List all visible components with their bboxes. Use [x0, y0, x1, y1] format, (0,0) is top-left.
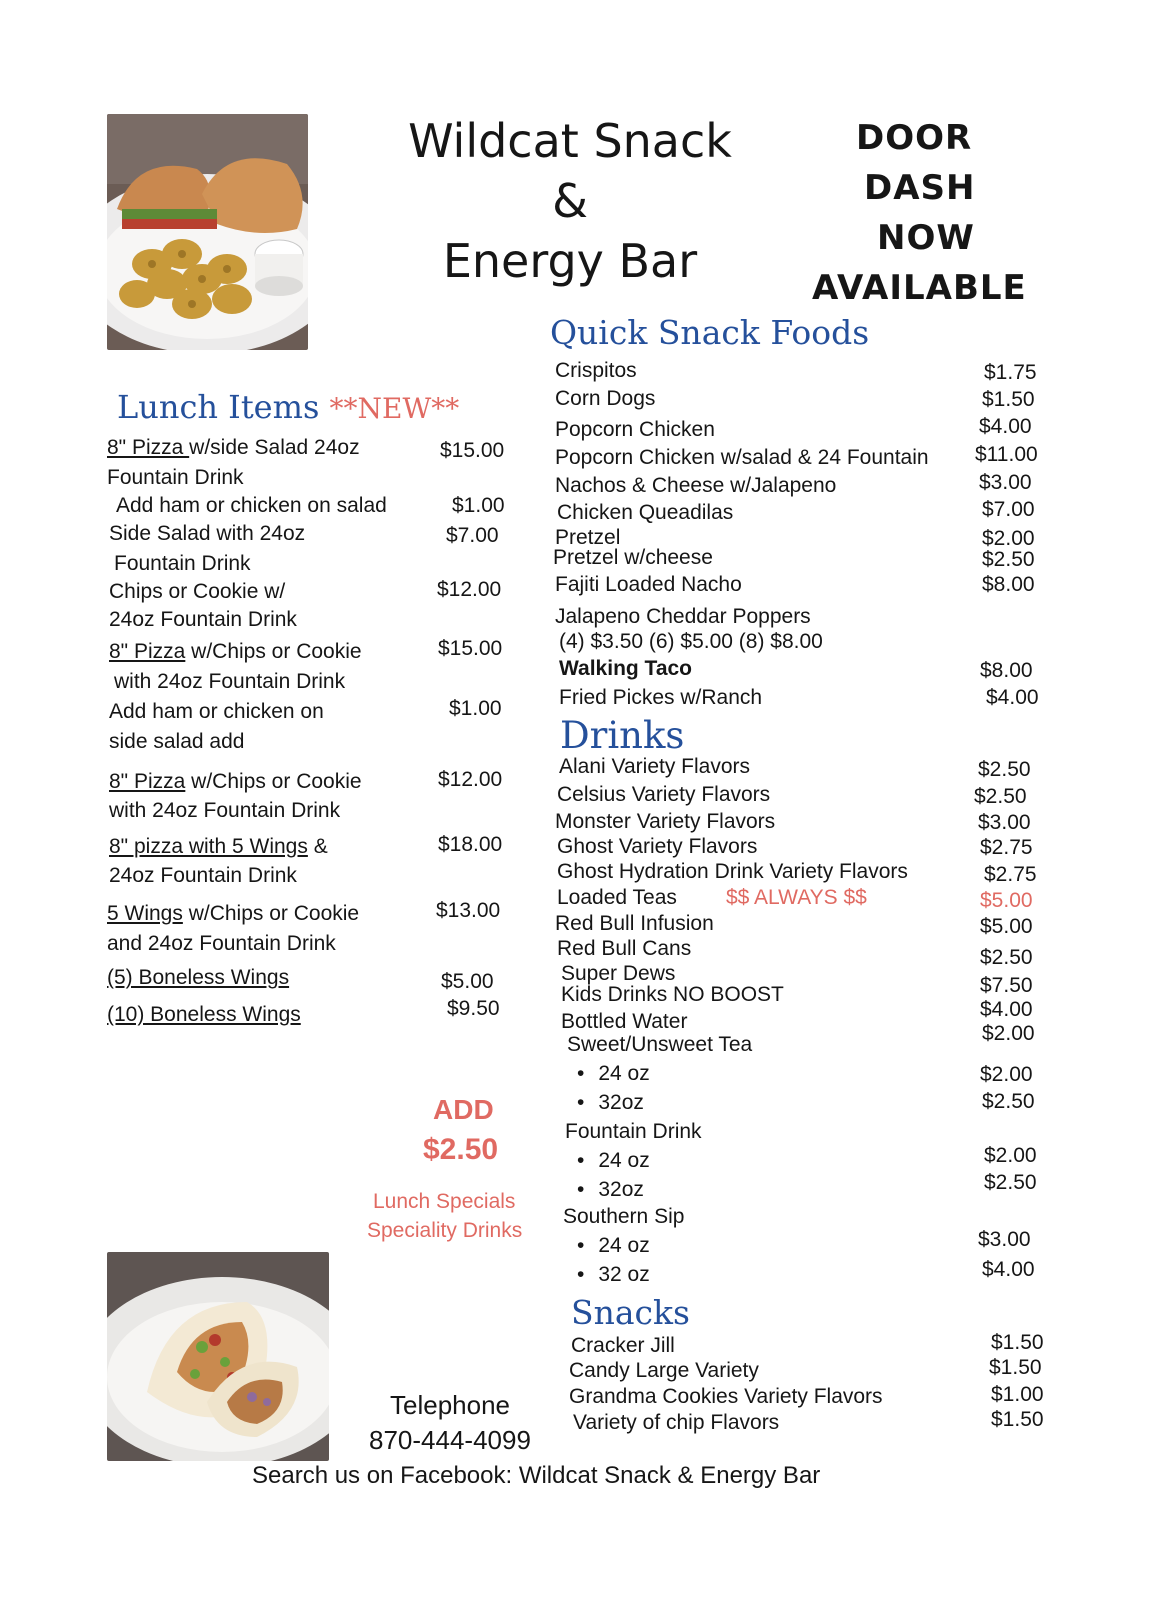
drink-item-price: $2.75	[980, 836, 1033, 859]
drink-item-name: • 24 oz	[577, 1234, 650, 1258]
quick-item-price: $4.00	[986, 686, 1039, 709]
doordash-line-3: NOW	[877, 218, 975, 258]
lunch-item-name	[107, 436, 360, 460]
telephone-number[interactable]: 870-444-4099	[369, 1425, 531, 1455]
lunch-item-name	[107, 1003, 301, 1027]
speciality-drinks-label: Speciality Drinks	[367, 1219, 523, 1242]
lunch-item-price: $15.00	[438, 637, 503, 660]
quick-item-price: $8.00	[982, 573, 1035, 596]
sandwich-photo	[107, 114, 308, 350]
lunch-item-underlined: 5 Wings	[107, 902, 183, 925]
drink-item-price: $2.75	[984, 863, 1037, 886]
title-line-1: Wildcat Snack	[408, 114, 732, 168]
lunch-item-line2: side salad add	[109, 730, 245, 753]
lunch-item-underlined: 8" pizza with 5 Wings	[109, 835, 308, 858]
drink-item-price: $2.50	[974, 785, 1027, 808]
drink-item-note: $$ ALWAYS $$	[726, 886, 867, 909]
lunch-item-price: $13.00	[436, 899, 501, 922]
lunch-item-price: $12.00	[438, 768, 503, 791]
lunch-item-name: Add ham or chicken on salad	[116, 494, 387, 517]
lunch-item-line2: Fountain Drink	[114, 552, 251, 575]
wrap-photo	[107, 1252, 329, 1461]
lunch-item-line2: 24oz Fountain Drink	[109, 608, 297, 631]
drink-item-name: Sweet/Unsweet Tea	[567, 1033, 753, 1056]
lunch-item-line2: with 24oz Fountain Drink	[109, 799, 341, 822]
lunch-item-price: $9.50	[447, 997, 500, 1020]
lunch-heading	[117, 388, 459, 426]
drink-item-price: $2.00	[984, 1144, 1037, 1167]
drink-item-price: $3.00	[978, 1228, 1031, 1251]
drink-item-name: Ghost Variety Flavors	[557, 835, 758, 858]
lunch-item-name	[107, 902, 359, 926]
snack-item-name: Candy Large Variety	[569, 1359, 759, 1382]
quick-item-price: $7.00	[982, 498, 1035, 521]
lunch-item-price: $5.00	[441, 970, 494, 993]
telephone-label: Telephone	[390, 1390, 510, 1420]
lunch-item-line2: and 24oz Fountain Drink	[107, 932, 336, 955]
lunch-item-price: $1.00	[452, 494, 505, 517]
drink-item-price: $5.00	[980, 915, 1033, 938]
drink-item-name: • 32oz	[577, 1178, 644, 1202]
quick-item-price: $2.50	[982, 548, 1035, 571]
lunch-item-name: Add ham or chicken on	[109, 700, 324, 723]
drink-item-price: $2.00	[982, 1022, 1035, 1045]
title-ampersand: &	[552, 174, 588, 228]
title-line-2: Energy Bar	[442, 234, 698, 288]
add-price: $2.50	[423, 1133, 499, 1166]
lunch-item-underlined: 8" Pizza	[109, 640, 186, 663]
doordash-line-2: DASH	[864, 168, 976, 208]
quick-item-name: Nachos & Cheese w/Jalapeno	[555, 474, 837, 497]
drink-item-price: $2.50	[978, 758, 1031, 781]
quick-item-name: (4) $3.50 (6) $5.00 (8) $8.00	[559, 630, 823, 653]
quick-item-name: Jalapeno Cheddar Poppers	[555, 605, 811, 628]
drink-item-name: Celsius Variety Flavors	[557, 783, 771, 806]
drink-item-name: Kids Drinks NO BOOST	[561, 983, 784, 1006]
lunch-item-price: $18.00	[438, 833, 503, 856]
quick-item-name: Walking Taco	[559, 657, 693, 680]
quick-item-price: $1.50	[982, 388, 1035, 411]
quick-snack-heading: Quick Snack Foods	[550, 313, 870, 352]
lunch-item-name	[109, 835, 328, 859]
quick-item-name: Pretzel w/cheese	[553, 546, 713, 569]
drink-item-name: Super Dews	[561, 962, 676, 985]
snack-item-price: $1.00	[991, 1383, 1044, 1406]
drinks-heading: Drinks	[560, 714, 685, 757]
drink-item-price: $4.00	[980, 998, 1033, 1021]
lunch-item-underlined: 8" Pizza	[109, 770, 186, 793]
lunch-item-name	[109, 770, 362, 794]
snack-item-name: Cracker Jill	[571, 1334, 675, 1357]
quick-item-name: Crispitos	[555, 359, 637, 382]
quick-item-name: Corn Dogs	[555, 387, 656, 410]
quick-item-name: Popcorn Chicken w/salad & 24 Fountain	[555, 446, 929, 469]
quick-item-price: $2.00	[982, 527, 1035, 550]
snack-item-name: Variety of chip Flavors	[573, 1411, 780, 1434]
drink-item-price: $2.00	[980, 1063, 1033, 1086]
lunch-item-line2: 24oz Fountain Drink	[109, 864, 297, 887]
drink-item-name: • 24 oz	[577, 1149, 650, 1173]
quick-item-price: $3.00	[979, 471, 1032, 494]
lunch-item-name: Side Salad with 24oz	[109, 522, 306, 545]
drink-item-name: Southern Sip	[563, 1205, 685, 1228]
drink-item-price: $7.50	[980, 974, 1033, 997]
lunch-item-line2: Fountain Drink	[107, 466, 244, 489]
quick-item-price: $4.00	[979, 415, 1032, 438]
drink-item-price: $2.50	[984, 1171, 1037, 1194]
lunch-item-rest: w/Chips or Cookie	[182, 902, 360, 925]
quick-item-name: Chicken Queadilas	[557, 501, 734, 524]
drink-item-name: Monster Variety Flavors	[555, 810, 776, 833]
quick-item-name: Fajiti Loaded Nacho	[555, 573, 742, 596]
drink-item-name: Alani Variety Flavors	[559, 755, 751, 778]
lunch-specials-label: Lunch Specials	[373, 1190, 516, 1213]
lunch-item-name	[109, 640, 362, 664]
quick-item-name: Popcorn Chicken	[555, 418, 715, 441]
drink-item-name: Fountain Drink	[565, 1120, 702, 1143]
lunch-item-rest: w/side Salad 24oz	[189, 436, 360, 459]
drink-item-price: $3.00	[978, 811, 1031, 834]
snack-item-name: Grandma Cookies Variety Flavors	[569, 1385, 883, 1408]
lunch-item-rest: &	[307, 835, 328, 858]
lunch-item-rest: w/Chips or Cookie	[185, 770, 362, 793]
snack-item-price: $1.50	[991, 1331, 1044, 1354]
drink-item-price: $5.00	[980, 889, 1033, 912]
doordash-line-1: DOOR	[856, 118, 973, 158]
drink-item-name: Loaded Teas	[557, 886, 677, 909]
drink-item-name: • 32oz	[577, 1091, 644, 1115]
quick-item-price: $1.75	[984, 361, 1037, 384]
lunch-item-underlined: (5) Boneless Wings	[107, 966, 290, 989]
snacks-heading: Snacks	[571, 1293, 690, 1332]
lunch-item-name: Chips or Cookie w/	[109, 580, 286, 603]
lunch-heading-text: Lunch Items	[117, 388, 320, 426]
quick-item-name: Pretzel	[555, 526, 621, 549]
drink-item-name: • 32 oz	[577, 1263, 650, 1287]
quick-item-price: $8.00	[980, 659, 1033, 682]
lunch-item-underlined: (10) Boneless Wings	[107, 1003, 301, 1026]
lunch-item-name	[107, 966, 289, 990]
facebook-search-text: Search us on Facebook: Wildcat Snack & Energy Bar	[252, 1462, 821, 1489]
lunch-item-rest: w/Chips or Cookie	[185, 640, 362, 663]
quick-item-name: Fried Pickes w/Ranch	[559, 686, 763, 709]
drink-item-price: $2.50	[982, 1090, 1035, 1113]
quick-item-price: $11.00	[975, 443, 1038, 466]
lunch-item-price: $7.00	[446, 524, 499, 547]
drink-item-name: Red Bull Cans	[557, 937, 692, 960]
drink-item-name: Bottled Water	[561, 1010, 688, 1033]
doordash-line-4: AVAILABLE	[812, 268, 1027, 308]
add-label: ADD	[433, 1094, 494, 1125]
lunch-item-price: $15.00	[440, 439, 505, 462]
drink-item-price: $4.00	[982, 1258, 1035, 1281]
lunch-item-price: $12.00	[437, 578, 502, 601]
snack-item-price: $1.50	[989, 1356, 1042, 1379]
snack-item-price: $1.50	[991, 1408, 1044, 1431]
lunch-item-underlined: 8" Pizza	[107, 436, 190, 459]
drink-item-name: Ghost Hydration Drink Variety Flavors	[557, 860, 908, 883]
drink-item-name: • 24 oz	[577, 1062, 650, 1086]
drink-item-price: $2.50	[980, 946, 1033, 969]
drink-item-name: Red Bull Infusion	[555, 912, 714, 935]
lunch-item-line2: with 24oz Fountain Drink	[114, 670, 346, 693]
lunch-item-price: $1.00	[449, 697, 502, 720]
lunch-heading-new: **NEW**	[329, 392, 460, 425]
